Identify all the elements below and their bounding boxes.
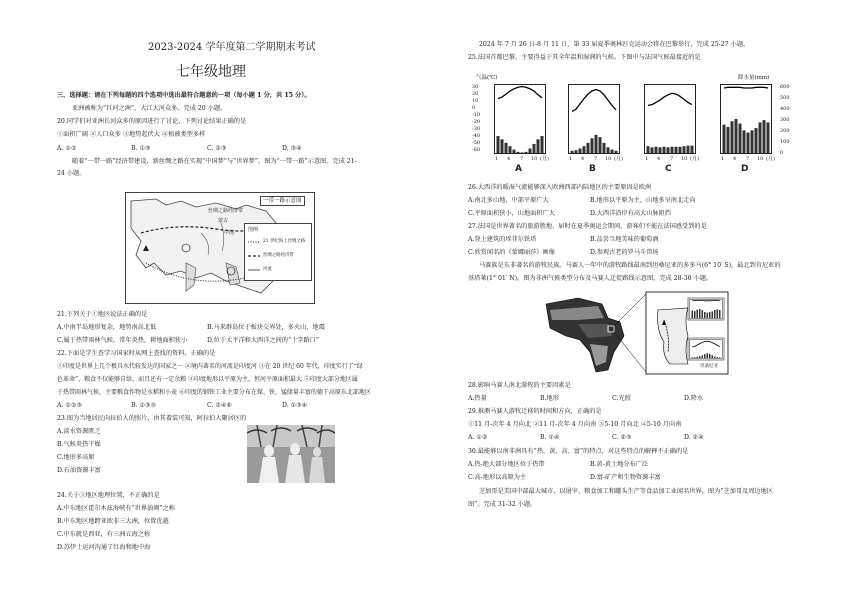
x-tick: 4 xyxy=(657,156,661,162)
x-tick: (月) xyxy=(540,156,549,162)
left-tick: -10 xyxy=(472,112,481,118)
precip-bar xyxy=(691,146,694,153)
precip-bar xyxy=(513,150,516,153)
legend-sea-route: 21 世纪海上丝绸之路 xyxy=(263,239,306,244)
map-label-china: 中国 xyxy=(224,230,235,236)
precip-bar xyxy=(759,122,762,153)
q20-statements: ①面积广阔 ②人口众多 ③地势起伏大 ④植被类型多样 xyxy=(57,131,206,138)
climate-chart-svg xyxy=(494,84,546,154)
intro-31-32: 芝加哥是美国中部最大城市，以屠宰、粮食加工和罐头生产等食品加工业闻名世界。图为“芝加哥及周边地区 xyxy=(479,488,773,495)
map-legend xyxy=(244,223,312,281)
q23-option-d: D.石油资源丰富 xyxy=(57,467,101,474)
climate-chart-svg xyxy=(689,339,723,359)
left-tick: 30 xyxy=(472,84,479,90)
x-tick: 10 xyxy=(605,156,612,162)
precip-bar xyxy=(651,147,654,153)
precip-bar xyxy=(719,357,721,358)
precip-bar xyxy=(704,312,706,318)
legend-title: 图例 xyxy=(248,227,259,233)
precip-bar xyxy=(505,143,508,153)
precip-bar xyxy=(667,147,670,153)
climate-chart-b xyxy=(568,84,620,154)
x-tick: 7 xyxy=(520,156,524,162)
precip-bar xyxy=(663,147,666,153)
precip-bar xyxy=(533,144,536,153)
x-tick: 10 xyxy=(531,156,538,162)
precip-bar xyxy=(615,151,618,153)
precip-bar xyxy=(727,127,730,153)
precip-bar xyxy=(525,152,528,153)
left-tick: 0 xyxy=(472,105,476,111)
q26-option-a: A.南北多山地，中部平原广大 xyxy=(468,197,549,204)
y-left-label: 气温(℃) xyxy=(476,75,498,81)
x-tick: 10 xyxy=(681,156,688,162)
section-heading: 三、选择题：请在下列每题的四个选项中选出最符合题意的一项（每小题 1 分，共 15 分）。 xyxy=(57,92,311,99)
chart-frame xyxy=(569,85,620,154)
precip-bar xyxy=(707,313,709,318)
precip-bar xyxy=(712,355,714,358)
q24-option-c: C.中东就是西亚，有三洲五海之称 xyxy=(57,531,151,538)
precip-bar xyxy=(683,146,686,153)
x-tick: (月) xyxy=(690,156,699,162)
chart-frame xyxy=(645,85,696,154)
map-label-mongolia: 蒙古 xyxy=(218,218,229,224)
precip-bar xyxy=(575,150,578,153)
precip-bar xyxy=(702,355,704,358)
precip-bar xyxy=(704,354,706,358)
chart-letter-d: D xyxy=(741,164,749,174)
precip-bar xyxy=(671,147,674,153)
precip-bar xyxy=(659,147,662,153)
intro-28-30: 马赛族是东非著名的游牧民族。马赛人一年中的游牧路线最南到坦桑尼亚的多多马(6° 10′ S)，最北到肯尼亚的 xyxy=(479,262,781,269)
precip-bar xyxy=(697,357,699,358)
climate-chart-svg xyxy=(644,84,696,154)
q29-stem: 29.推测马赛人游牧迁移的时间和方向，正确的是 xyxy=(468,408,602,415)
precip-bar xyxy=(603,143,606,153)
q26-option-c: C.平原面积狭小，山地面积广大 xyxy=(468,210,555,217)
precip-bar xyxy=(714,310,716,318)
climate-chart-svg xyxy=(568,84,620,154)
precip-bar xyxy=(529,148,532,153)
q23-option-a: A.淡水资源匮乏 xyxy=(57,428,101,435)
section-intro: 亚洲被称为“巨河之洲”，大江大河众多。完成 20 小题。 xyxy=(72,105,227,112)
q28-option-d: D.降水 xyxy=(684,395,704,402)
x-tick: (月) xyxy=(766,156,775,162)
q23-option-c: C.地形多高原 xyxy=(57,454,95,461)
q28-option-a: A.热量 xyxy=(468,395,487,402)
precip-bar xyxy=(517,152,520,153)
subject-title: 七年级地理 xyxy=(176,64,246,80)
chart-letter-b: B xyxy=(589,164,596,174)
precip-bar xyxy=(694,311,696,318)
precip-bar xyxy=(675,147,678,153)
q27-stem: 27.法国是世界著名的旅游胜地，届时在夏季奥运会期间，游客们不能在法国感受到的是 xyxy=(468,223,707,230)
x-tick: 7 xyxy=(594,156,598,162)
precip-bar xyxy=(571,151,574,153)
precip-bar xyxy=(679,147,682,153)
legend-land-belt: 丝绸之路经济带 xyxy=(263,253,294,258)
x-tick: 1 xyxy=(721,156,725,162)
q20-option-d: D. ③④ xyxy=(282,145,302,152)
precip-bar xyxy=(611,150,614,153)
precip-bar xyxy=(579,148,582,153)
precip-bar xyxy=(707,353,709,358)
precip-bar xyxy=(599,137,602,153)
precip-bar xyxy=(702,310,704,318)
q30-stem: 30.最能够以南非洲具有“热、黄、高、富”的特点，对这些特点的解释不正确的是 xyxy=(468,448,689,455)
precip-bar xyxy=(501,139,504,153)
precip-bar xyxy=(747,133,750,153)
left-tick: 10 xyxy=(472,98,479,104)
x-tick: 1 xyxy=(645,156,649,162)
right-tick: 400 xyxy=(780,106,790,112)
precip-bar xyxy=(731,121,734,153)
precip-bar xyxy=(755,128,758,153)
q20-option-b: B. ①③ xyxy=(131,145,151,152)
right-tick: 100 xyxy=(780,139,790,145)
precip-bar xyxy=(714,357,716,359)
q21-option-a: A.中南半岛地形复杂，地势南高北低 xyxy=(57,324,157,331)
x-tick: 10 xyxy=(757,156,764,162)
precip-bar xyxy=(595,135,598,153)
arab-people-photo xyxy=(247,425,335,483)
intro-21-24-cont: 24 小题。 xyxy=(57,170,86,177)
q21-stem: 21.下列关于①地区说法正确的是 xyxy=(57,311,148,318)
q24-option-b: B.中东地区地跨亚欧非三大洲，位置优越 xyxy=(57,518,169,525)
precip-bar xyxy=(541,136,544,153)
intro-31-32-cont: 图”。完成 31-32 小题。 xyxy=(468,501,537,508)
q27-option-d: D.参观古老的罗马斗兽场 xyxy=(590,249,659,256)
precip-bar xyxy=(497,136,500,153)
intro-28-30-cont: 基塔莱(1° 01′ N)。图为非洲气候类型分布及马赛人迁徙路线示意图。完成 28-30 小题。 xyxy=(468,275,713,282)
q22-stem: 22.下面是学生查学习国家时从网上查找的资料。正确的是 xyxy=(57,350,216,357)
q22-option-d: D. ①③④ xyxy=(282,402,308,409)
precip-bar xyxy=(655,147,658,153)
x-tick: 7 xyxy=(670,156,674,162)
precip-bar xyxy=(717,309,719,318)
q25-stem: 25.法国首都巴黎，主要得益于其全年温和湿润的气候。下图中与法国气候最接近的是 xyxy=(468,54,701,61)
x-tick: 7 xyxy=(746,156,750,162)
q27-option-b: B.品尝当地美味的葡萄酒 xyxy=(590,236,659,243)
left-tick: -30 xyxy=(472,126,481,132)
temperature-line xyxy=(724,87,768,88)
chart-letter-a: A xyxy=(515,164,522,174)
precip-bar xyxy=(692,357,694,358)
precip-bar xyxy=(647,146,650,153)
left-tick: -20 xyxy=(472,119,481,125)
precip-bar xyxy=(607,147,610,153)
left-tick: -50 xyxy=(472,140,481,146)
precip-bar xyxy=(521,152,524,153)
intro-21-24: 随着“一带一路”经济带建设，新丝绸之路在实现“中国梦”与“世界梦”。图为“一带一路”示意图。完成 21- xyxy=(72,158,357,165)
precip-bar xyxy=(763,120,766,153)
precip-bar xyxy=(699,309,701,318)
q21-option-b: B.马来群岛位于板块交界处，多火山、地震 xyxy=(207,324,325,331)
right-tick: 200 xyxy=(780,128,790,134)
precip-bar xyxy=(509,146,512,153)
chart-frame xyxy=(690,340,723,359)
x-tick: 1 xyxy=(569,156,573,162)
q24-option-d: D.苏伊士运河沟通了红海和地中海 xyxy=(57,544,151,551)
mini-climate-top xyxy=(689,299,723,319)
q28-option-c: C.光照 xyxy=(612,395,631,402)
q21-option-d: D.位于太平洋和大西洋之间的“十字路口” xyxy=(207,337,320,344)
precip-bar xyxy=(687,146,690,153)
climate-chart-svg xyxy=(689,299,723,319)
climate-chart-svg xyxy=(720,84,772,154)
left-tick: 20 xyxy=(472,91,479,97)
q21-option-c: C.属于热带雨林气候，常年炎热，耕地面积狭小 xyxy=(57,337,188,344)
climate-chart-d xyxy=(720,84,772,154)
precip-bar xyxy=(743,130,746,153)
q22-line-1: ①印度是世界上几个极具水代较发达的国家之一 ②境内著名的河流是印度河 ③在 20 世纪 60 年代，印度实行了“绿 xyxy=(57,363,363,370)
q29-statements: ①11 月-次年 4 月向北 ②11 月-次年 4 月向南 ③5-10 月向北 ④5-10 月向南 xyxy=(468,421,682,428)
precip-bar xyxy=(767,122,770,153)
q20-option-c: C. ②③ xyxy=(207,145,227,152)
precip-bar xyxy=(537,139,540,153)
x-tick: 4 xyxy=(733,156,737,162)
left-tick: -60 xyxy=(472,147,481,153)
q23-option-b: B.气候炎热干燥 xyxy=(57,441,101,448)
precip-bar xyxy=(591,138,594,153)
q20-option-a: A. ①② xyxy=(57,145,77,152)
q20-stem: 20.同学们对亚洲长河众多的原因进行了讨论，下列讨论结果正确的是 xyxy=(57,118,247,125)
q28-stem: 28.影响马赛人南北游牧的主要因素是 xyxy=(468,382,571,389)
precip-bar xyxy=(712,311,714,318)
right-tick: 300 xyxy=(780,117,790,123)
intro-25-27: 2024 年 7 月 26 日-8 月 11 日，第 33 届夏季奥林匹克运动会将在巴黎举行，完成 25-27 小题。 xyxy=(479,41,750,48)
climate-chart-c xyxy=(644,84,696,154)
precip-bar xyxy=(709,354,711,358)
belt-road-map xyxy=(125,192,315,304)
right-tick: 500 xyxy=(780,95,790,101)
q26-option-b: B.地形以平原为主，山地多呈南北走向 xyxy=(590,197,696,204)
q22-line-2: 色革命”，粮食不仅能够自给，而且还有一定余粮 ④印度地形以平原为主，恒河平原面积最大 ⑤印度大部分地区属 xyxy=(57,376,358,383)
q30-option-d: D.富-矿产和生物资源丰富 xyxy=(590,474,661,481)
q26-stem: 26.大西洋的暖湿气流能够深入欧洲西部内陆地区的主要原因是欧洲 xyxy=(468,184,652,191)
chart-letter-c: C xyxy=(665,164,672,174)
x-tick: 4 xyxy=(581,156,585,162)
q22-option-c: C. ②④⑥ xyxy=(207,402,233,409)
precip-bar xyxy=(751,130,754,153)
q27-option-a: A.登上建筑的埃菲尔铁塔 xyxy=(468,236,537,243)
q22-line-3: 于热带雨林气候，主要粮食作物是水稻和小麦 ⑥印度的钢铁工业主要分布在煤、铁、锰储量丰富的德干高原东北部地区 xyxy=(57,389,371,396)
q30-option-b: B.黄-黄土地分布广泛 xyxy=(590,461,649,468)
q29-option-d: D. ②④ xyxy=(684,434,704,441)
mini-climate-bottom xyxy=(689,339,723,359)
precip-bar xyxy=(587,143,590,153)
africa-climate-map xyxy=(538,290,730,376)
map-title: 一带一路示意图 xyxy=(260,196,305,206)
left-tick: -40 xyxy=(472,133,481,139)
q30-option-c: C.高-地形以高原为主 xyxy=(468,474,527,481)
q23-stem: 23.图为当地居民向拉伯人的照片，由其着装可知，阿拉伯人聚居区的 xyxy=(57,415,247,422)
precip-bar xyxy=(697,310,699,318)
precip-bar xyxy=(739,124,742,153)
climate-charts xyxy=(468,74,798,178)
precip-bar xyxy=(719,310,721,318)
q24-option-a: A.中东地区霍尔木兹海峡有“世界油阀”之称 xyxy=(57,505,175,512)
q28-option-b: B.地形 xyxy=(540,395,559,402)
q29-option-b: B. ①④ xyxy=(540,434,560,441)
q30-option-a: A.热-绝大部分地区位于热带 xyxy=(468,461,545,468)
exam-title: 2023-2024 学年度第二学期期末考试 xyxy=(148,42,316,53)
right-tick: 0 xyxy=(780,150,784,156)
precip-bar xyxy=(717,357,719,358)
precip-bar xyxy=(735,119,738,153)
q29-option-c: C. ②③ xyxy=(612,434,632,441)
q24-stem: 24.关于③地区地理位置，不正确的是 xyxy=(57,492,160,499)
q22-option-b: B. ①③⑤ xyxy=(131,402,157,409)
map-label-belt: 丝绸之路经济带 xyxy=(208,208,244,214)
precip-bar xyxy=(699,356,701,358)
legend-river: 河流 xyxy=(263,267,272,272)
map-label-tanzania: 坦桑尼亚 xyxy=(700,364,718,369)
x-tick: (月) xyxy=(614,156,623,162)
precip-bar xyxy=(692,311,694,319)
q26-option-d: D.大西洋沿岸有高大山脉阻挡 xyxy=(590,210,671,217)
q27-option-c: C.欣赏闻名的《蒙娜丽莎》画像 xyxy=(468,249,555,256)
precip-bar xyxy=(583,146,586,153)
right-tick: 600 xyxy=(780,84,790,90)
y-right-label: 降水量(mm) xyxy=(738,75,770,81)
q22-option-a: A. ①②③ xyxy=(57,402,83,409)
x-tick: 1 xyxy=(495,156,499,162)
precip-bar xyxy=(694,357,696,358)
precip-bar xyxy=(723,125,726,153)
x-tick: 4 xyxy=(507,156,511,162)
q29-option-a: A. ①② xyxy=(468,434,488,441)
precip-bar xyxy=(709,312,711,318)
climate-chart-a xyxy=(494,84,546,154)
